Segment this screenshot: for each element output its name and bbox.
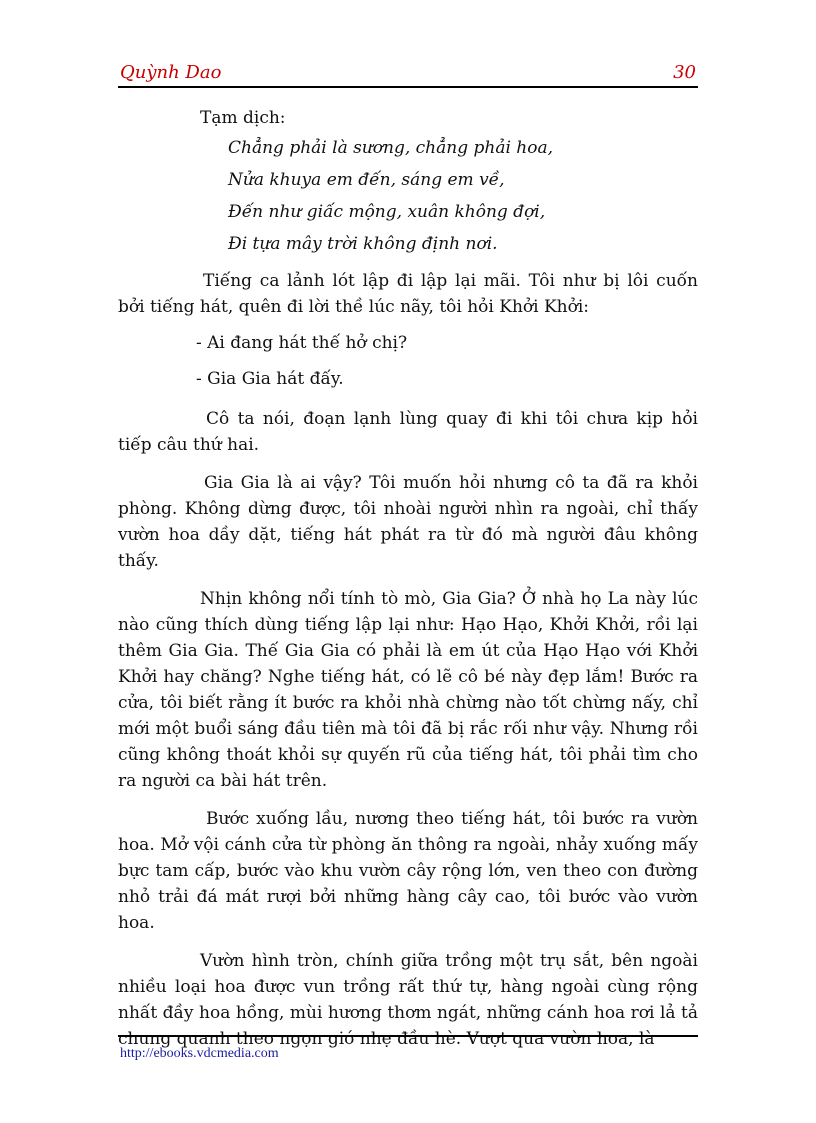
dialogue-block <box>118 330 698 402</box>
poem-verse <box>118 135 698 263</box>
paragraph: Nhịn không nổi tính tò mò, Gia Gia? Ở nhà họ La này lúc nào cũng thích dùng tiếng lập lại như: Hạo Hạo, Khởi Khởi, rồi lại thêm Gia Gia. Thế Gia Gia có phải là em út của Hạo Hạo với Khởi Khởi hay chăng? Nghe tiếng hát, có lẽ cô bé này đẹp lắm! Bước ra cửa, tôi biết rằng ít bước ra khỏi nhà chừng nào tốt chừng nấy, chỉ mới một buổi sáng đầu tiên mà tôi đã bị rắc rối như vậy. Nhưng rồi cũng không thoát khỏi sự quyến rũ của tiếng hát, tôi phải tìm cho ra người ca bài hát trên. <box>118 589 698 791</box>
dialogue-line: - Ai đang hát thế hở chị? <box>196 333 408 353</box>
dialogue-line: - Gia Gia hát đấy. <box>196 369 344 389</box>
paragraph: Tiếng ca lảnh lót lập đi lập lại mãi. Tôi như bị lôi cuốn bởi tiếng hát, quên đi lời thề lúc nãy, tôi hỏi Khởi Khởi: <box>118 271 698 317</box>
paragraph: Cô ta nói, đoạn lạnh lùng quay đi khi tôi chưa kịp hỏi tiếp câu thứ hai. <box>118 409 698 455</box>
footer-link[interactable]: http://ebooks.vdcmedia.com <box>120 1046 279 1061</box>
verse-line: Đến như giấc mộng, xuân không đợi, <box>228 202 546 222</box>
paragraph: Vườn hình tròn, chính giữa trồng một trụ sắt, bên ngoài nhiều loại hoa được vun trồng rất thứ tự, hàng ngoài cùng rộng nhất đầy hoa hồng, mùi hương thơm ngát, những cánh hoa rơi lả tả chung quanh theo ngọn gió nhẹ đầu hè. Vượt qua vườn hoa, là <box>118 951 698 1049</box>
author-name: Quỳnh Dao <box>120 62 222 83</box>
page-header <box>118 62 698 88</box>
verse-line: Chẳng phải là sương, chẳng phải hoa, <box>228 138 554 158</box>
verse-line: Đi tựa mây trời không định nơi. <box>228 234 498 254</box>
paragraph: Gia Gia là ai vậy? Tôi muốn hỏi nhưng cô ta đã ra khỏi phòng. Không dừng được, tôi nhoài người nhìn ra ngoài, chỉ thấy vườn hoa dầy dặt, tiếng hát phát ra từ đó mà người đâu không thấy. <box>118 473 698 571</box>
translation-intro: Tạm dịch: <box>200 108 286 128</box>
paragraph: Bước xuống lầu, nương theo tiếng hát, tôi bước ra vườn hoa. Mở vội cánh cửa từ phòng ăn thông ra ngoài, nhảy xuống mấy bực tam cấp, bước vào khu vườn cây rộng lớn, ven theo con đường nhỏ trải đá mát rượi bởi những hàng cây cao, tôi bước vào vườn hoa. <box>118 809 698 933</box>
page-content <box>118 103 698 1052</box>
page-footer <box>118 1035 698 1062</box>
verse-line: Nửa khuya em đến, sáng em về, <box>228 170 505 190</box>
page-number: 30 <box>673 62 696 83</box>
